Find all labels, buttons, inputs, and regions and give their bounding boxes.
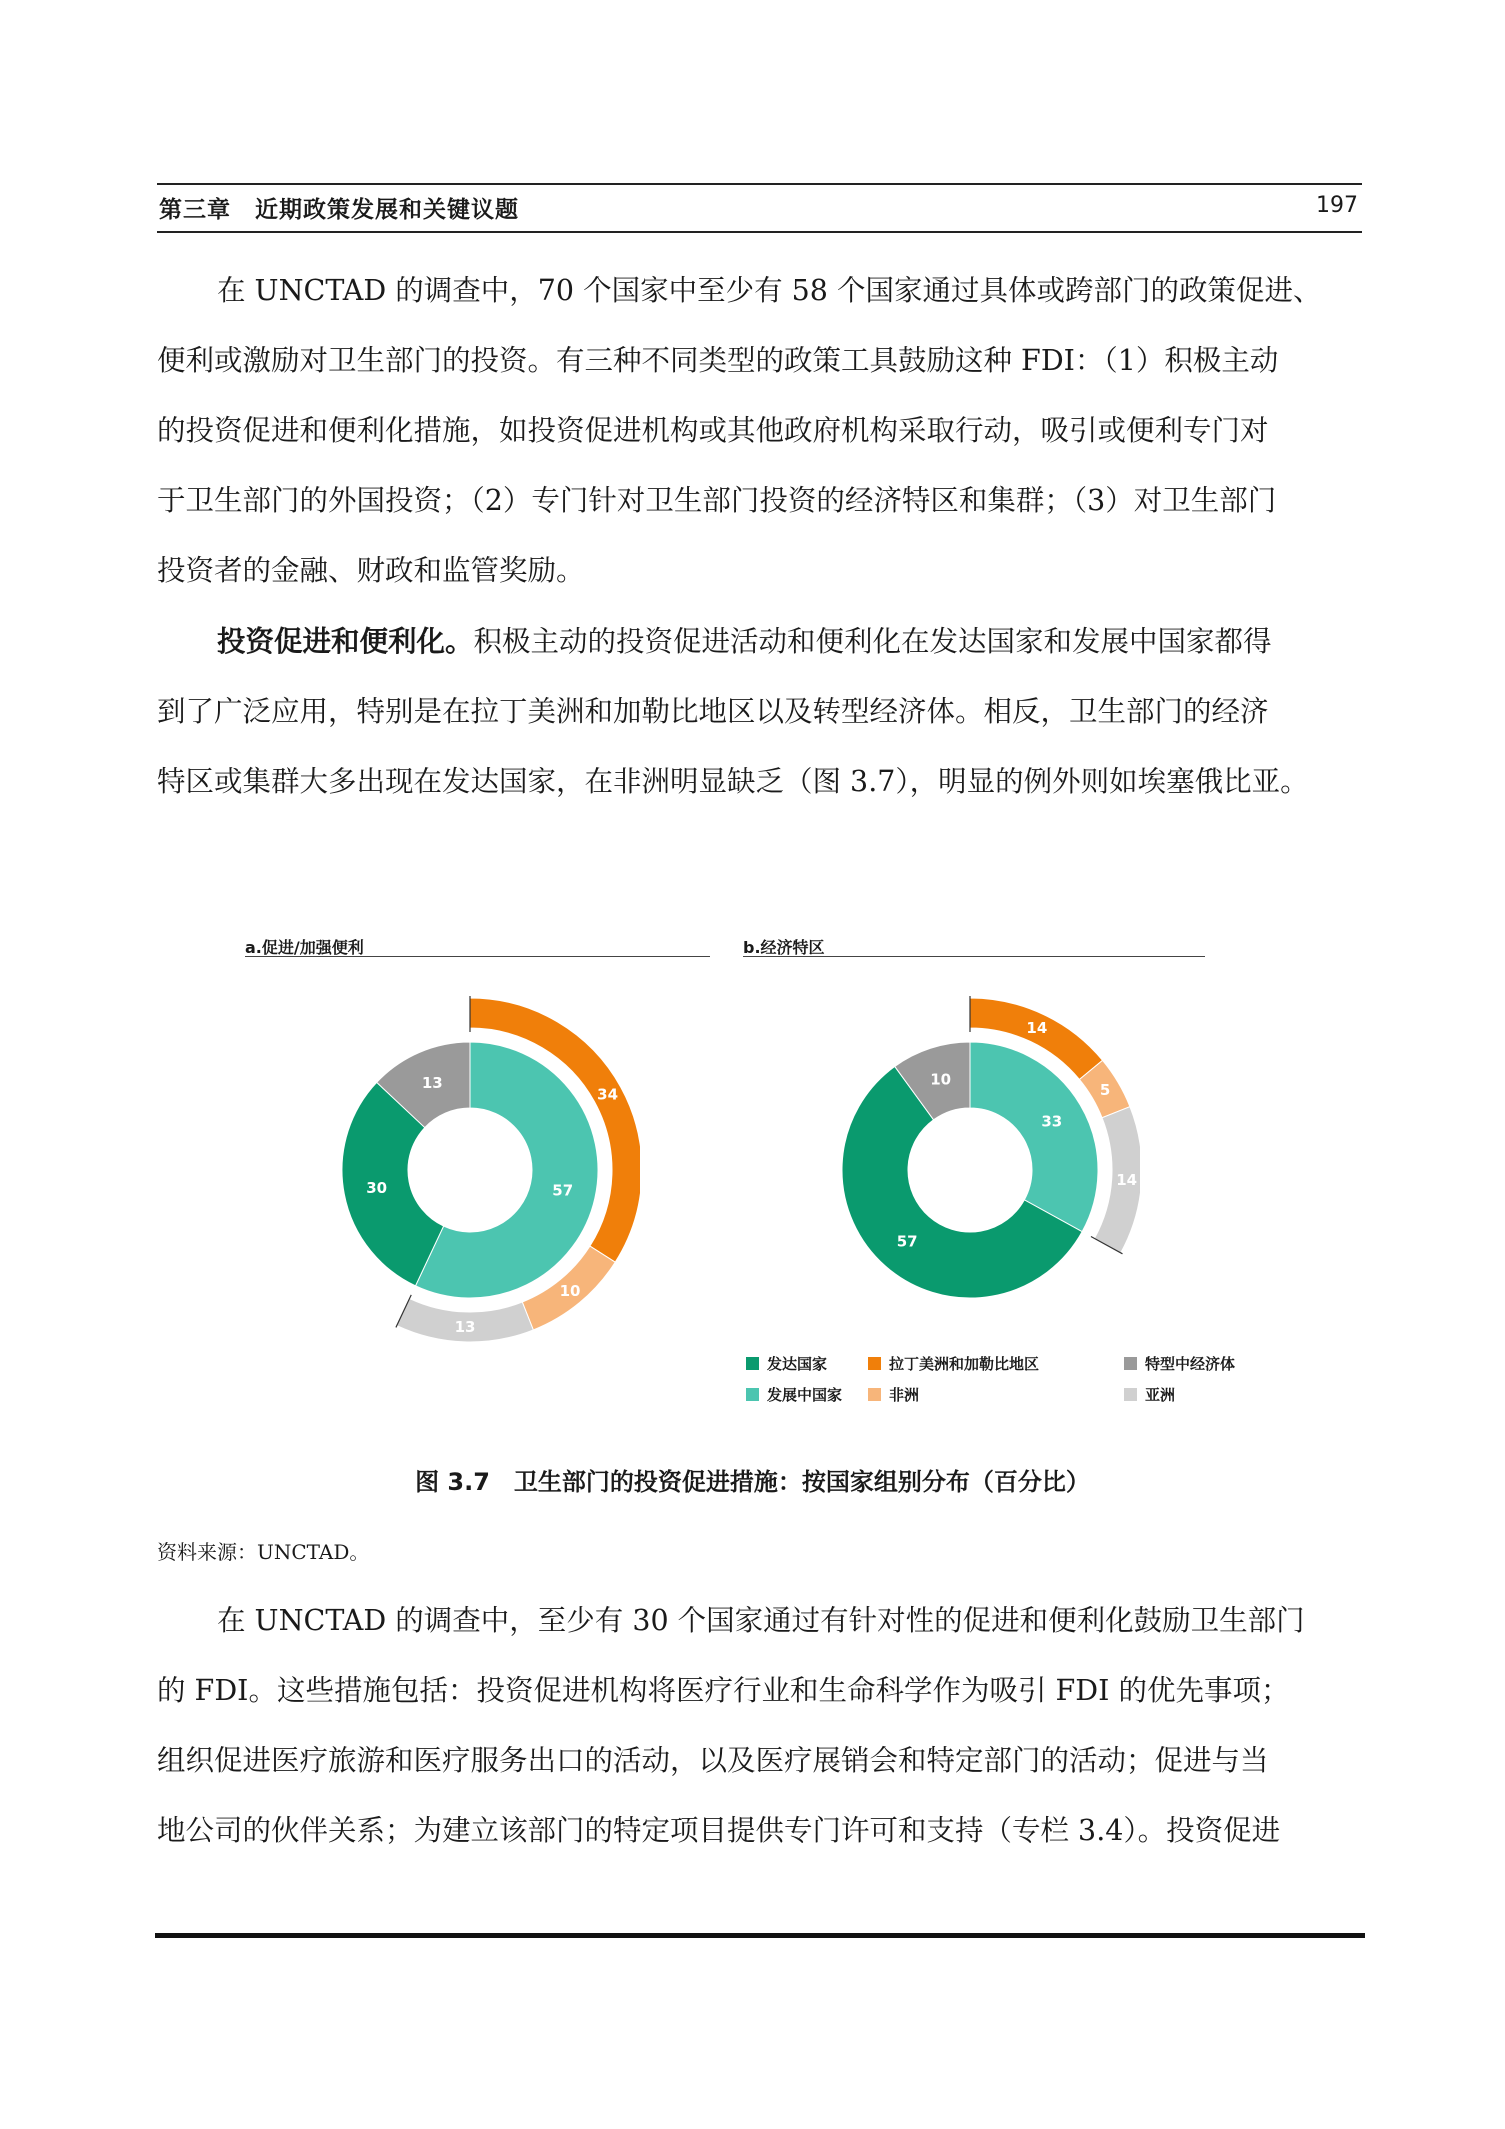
chart-a-inner-label: 57	[552, 1181, 574, 1200]
chart-b-inner-label: 33	[1041, 1112, 1063, 1131]
chart-b-donut	[800, 990, 1140, 1330]
legend-swatch	[1124, 1388, 1137, 1401]
paragraph-line: 到了广泛应用，特别是在拉丁美洲和加勒比地区以及转型经济体。相反，卫生部门的经济	[157, 695, 1269, 728]
chart-a-outer-label: 13	[454, 1317, 476, 1336]
chart-a-inner-label: 13	[421, 1073, 443, 1092]
chart-b-title: b.经济特区	[743, 938, 825, 957]
legend-swatch	[1124, 1357, 1137, 1370]
chart-b-outer-label: 14	[1116, 1170, 1138, 1189]
figure-caption: 图 3.7 卫生部门的投资促进措施：按国家组别分布（百分比）	[415, 1468, 1090, 1496]
legend-label: 特型中经济体	[1145, 1355, 1236, 1373]
paragraph-line: 特区或集群大多出现在发达国家，在非洲明显缺乏（图 3.7），明显的例外则如埃塞俄比亚。	[157, 765, 1309, 798]
paragraph-line: 组织促进医疗旅游和医疗服务出口的活动，以及医疗展销会和特定部门的活动；促进与当	[157, 1744, 1269, 1777]
legend-item	[746, 1384, 842, 1405]
chart-a-title: a.促进/加强便利	[245, 938, 364, 957]
paragraph-line: 于卫生部门的外国投资；（2）专门针对卫生部门投资的经济特区和集群；（3）对卫生部门	[157, 484, 1277, 517]
figure-source: 资料来源：UNCTAD。	[157, 1540, 370, 1564]
chart-a-donut	[300, 990, 640, 1370]
paragraph-2	[157, 606, 1362, 817]
legend-swatch	[746, 1388, 759, 1401]
paragraph-line: 的投资促进和便利化措施，如投资促进机构或其他政府机构采取行动，吸引或便利专门对	[157, 414, 1269, 447]
legend-label: 发展中国家	[767, 1386, 843, 1404]
legend-item	[868, 1384, 919, 1405]
paragraph-line: 地公司的伙伴关系；为建立该部门的特定项目提供专门许可和支持（专栏 3.4）。投资促进	[157, 1814, 1281, 1847]
paragraph-line-text: 积极主动的投资促进活动和便利化在发达国家和发展中国家都得	[473, 625, 1272, 658]
legend-label: 非洲	[889, 1386, 920, 1404]
chart-b-inner-label: 57	[896, 1232, 918, 1251]
chart-a-outer-label: 10	[559, 1281, 581, 1300]
paragraph-1	[157, 256, 1362, 606]
paragraph-lead: 投资促进和便利化。	[217, 624, 474, 658]
paragraph-line: 便利或激励对卫生部门的投资。有三种不同类型的政策工具鼓励这种 FDI：（1）积极主动	[157, 344, 1279, 377]
legend-swatch	[746, 1357, 759, 1370]
chart-a-inner-label: 30	[366, 1178, 388, 1197]
legend-item	[1124, 1384, 1175, 1405]
chart-b-inner-label: 10	[930, 1070, 952, 1089]
chart-b-outer-label: 14	[1026, 1018, 1048, 1037]
paragraph-line: 在 UNCTAD 的调查中，70 个国家中至少有 58 个国家通过具体或跨部门的政策促进、	[217, 274, 1322, 307]
legend-item	[1124, 1353, 1235, 1374]
legend-label: 发达国家	[767, 1355, 828, 1373]
legend-swatch	[868, 1388, 881, 1401]
paragraph-line: 投资者的金融、财政和监管奖励。	[157, 554, 585, 587]
chart-b-rule	[743, 956, 1205, 957]
paragraph-line: 在 UNCTAD 的调查中，至少有 30 个国家通过有针对性的促进和便利化鼓励卫生部门	[217, 1604, 1305, 1637]
legend-item	[868, 1353, 1039, 1374]
chapter-title: 第三章 近期政策发展和关键议题	[159, 197, 519, 223]
running-header	[157, 183, 1362, 233]
legend-label: 拉丁美洲和加勒比地区	[889, 1355, 1040, 1373]
legend-item	[746, 1353, 827, 1374]
paragraph-3	[157, 1586, 1362, 1866]
bottom-rule	[155, 1933, 1365, 1938]
paragraph-line: 的 FDI。这些措施包括：投资促进机构将医疗行业和生命科学作为吸引 FDI 的优先事项；	[157, 1674, 1290, 1707]
legend-swatch	[868, 1357, 881, 1370]
chart-a-rule	[245, 956, 710, 957]
chart-a-outer-label: 34	[597, 1085, 619, 1104]
chart-b-outer-label: 5	[1099, 1081, 1111, 1100]
page-number: 197	[1316, 193, 1358, 218]
legend-label: 亚洲	[1145, 1386, 1176, 1404]
paragraph-line	[157, 606, 1362, 677]
